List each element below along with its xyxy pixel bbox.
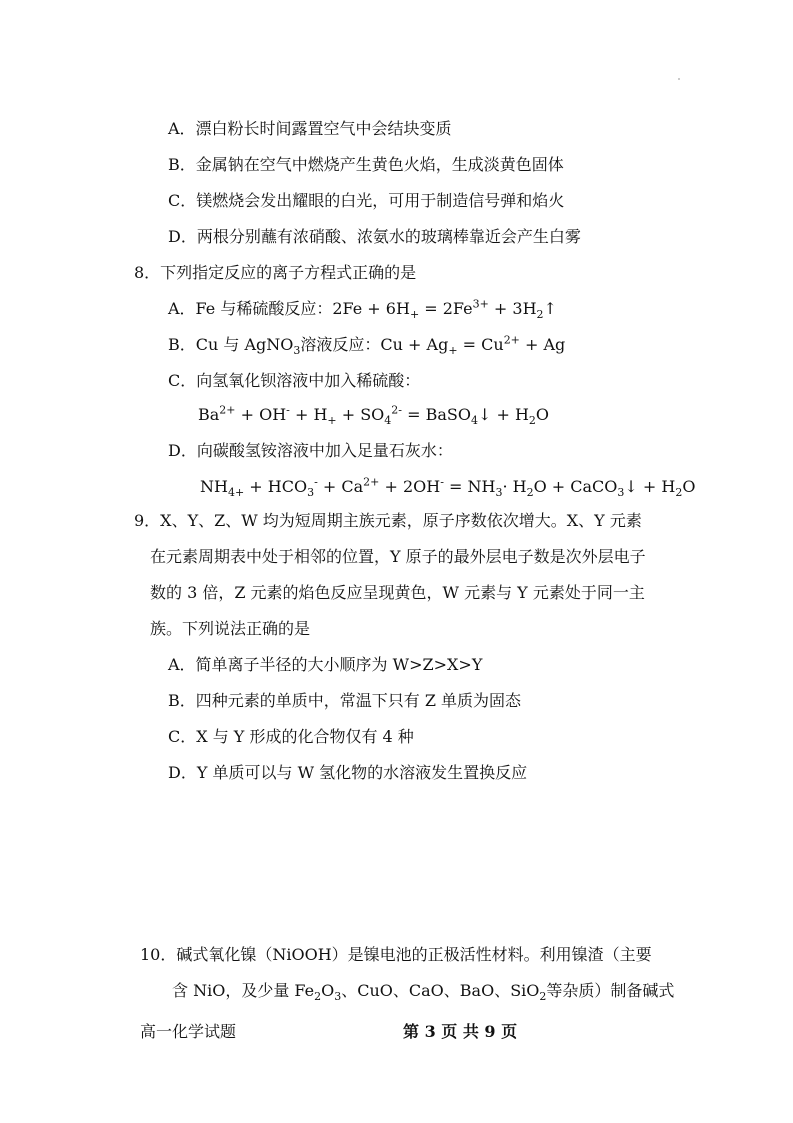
q7-option-b: B．金属钠在空气中燃烧产生黄色火焰，生成淡黄色固体 [168, 155, 564, 174]
q8-option-a: A．Fe 与稀硫酸反应：$2Fe + 6H_+ = 2Fe^{3+}$ + $3H_2↑$ [168, 297, 557, 322]
q10-stem-line-2: 含 NiO，及少量 $Fe_2O_3$、CuO、CaO、BaO、SiO$_2$等杂质）制备碱式 [172, 981, 675, 1004]
q8-stem: 8．下列指定反应的离子方程式正确的是 [134, 263, 417, 282]
q8-option-c-equation: $Ba^{2+} + OH^- + H_+ + SO_4^{2-}$ = BaSO$_4$↓ + $H_2O$ [198, 403, 550, 428]
footer-page-number: 第 3 页 共 9 页 [403, 1022, 518, 1041]
q9-stem-line-4: 族。下列说法正确的是 [150, 619, 311, 638]
q9-stem-line-1: 9．X、Y、Z、W 均为短周期主族元素，原子序数依次增大。X、Y 元素 [134, 511, 642, 530]
q9-option-a: A．简单离子半径的大小顺序为 W>Z>X>Y [168, 655, 483, 674]
q8-option-d: D．向碳酸氢铵溶液中加入足量石灰水： [168, 441, 453, 460]
q9-option-c: C．X 与 Y 形成的化合物仅有 4 种 [168, 727, 414, 746]
q10-stem-line-1: 10．碱式氧化镍（NiOOH）是镍电池的正极活性材料。利用镍渣（主要 [140, 945, 652, 964]
q8-option-d-equation: $NH_{4+} + HCO_3^- + Ca^{2+} + 2OH^- = NH_3\cdot H_2O$ + CaCO$_3$↓ + $H_2O$ [200, 475, 696, 500]
q7-option-c: C．镁燃烧会发出耀眼的白光，可用于制造信号弹和焰火 [168, 191, 565, 210]
q9-option-b: B．四种元素的单质中，常温下只有 Z 单质为固态 [168, 691, 522, 710]
q7-option-a: A．漂白粉长时间露置空气中会结块变质 [168, 119, 452, 138]
scan-speck [678, 78, 680, 80]
q9-option-d: D．Y 单质可以与 W 氢化物的水溶液发生置换反应 [168, 763, 528, 782]
footer-exam-title: 高一化学试题 [140, 1022, 237, 1041]
q8-option-c: C．向氢氧化钡溶液中加入稀硫酸： [168, 371, 421, 390]
q9-stem-line-3: 数的 3 倍，Z 元素的焰色反应呈现黄色，W 元素与 Y 元素处于同一主 [150, 583, 645, 602]
q7-option-d: D．两根分别蘸有浓硝酸、浓氨水的玻璃棒靠近会产生白雾 [168, 227, 581, 246]
q8-option-b: B．Cu 与 AgNO$_3$溶液反应：$Cu + Ag_+ = Cu^{2+} + Ag$ [168, 333, 566, 358]
q9-stem-line-2: 在元素周期表中处于相邻的位置，Y 原子的最外层电子数是次外层电子 [150, 547, 646, 566]
